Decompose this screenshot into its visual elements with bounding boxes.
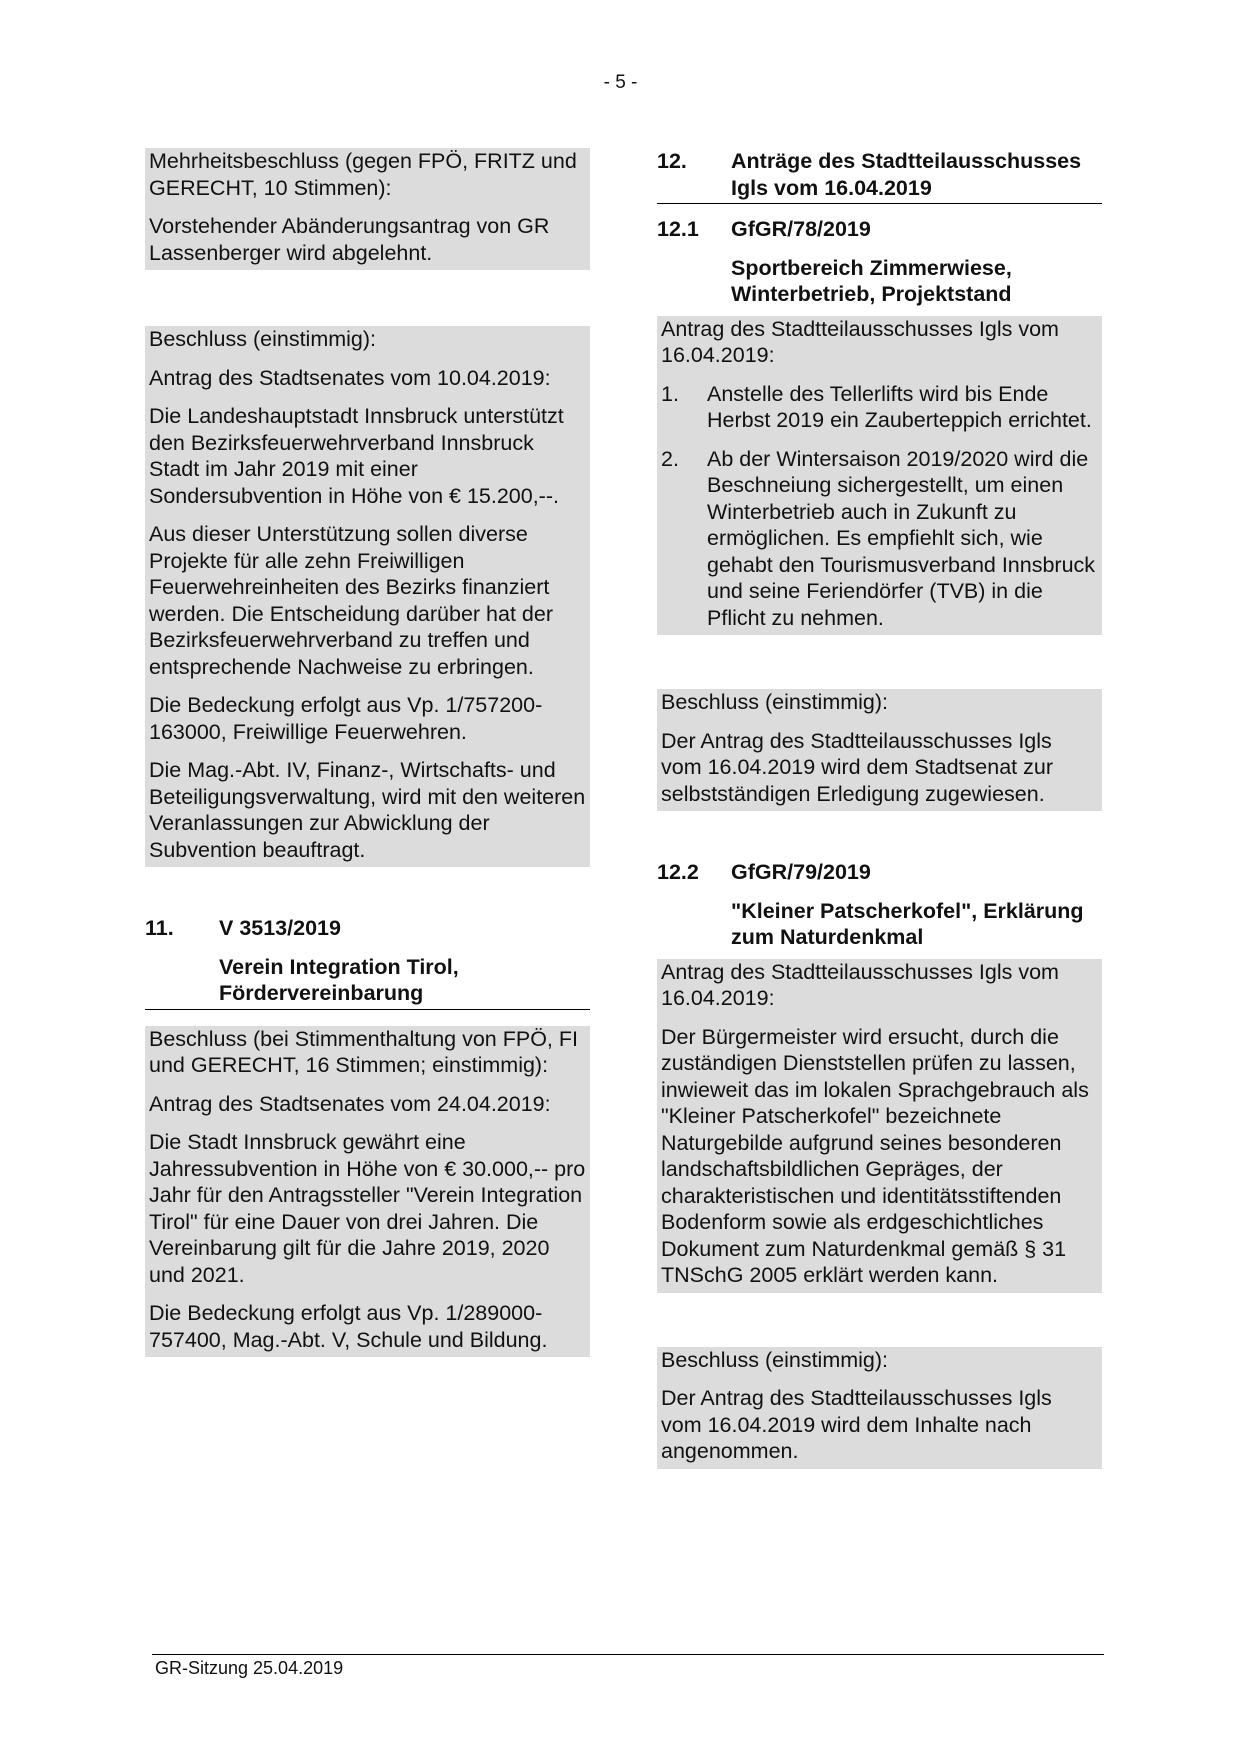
section-title: Sportbereich Zimmerwiese, Winterbetrieb, Projektstand <box>731 255 1012 306</box>
resolution-heading: Mehrheitsbeschluss (gegen FPÖ, FRITZ und GERECHT, 10 Stimmen): <box>149 149 577 200</box>
resolution-heading: Beschluss (einstimmig): <box>661 1347 888 1372</box>
motion-source: Antrag des Stadtteilausschusses Igls vom 16.04.2019: <box>661 316 1059 367</box>
right-column <box>657 148 1102 1469</box>
section-title: Anträge des Stadtteilausschusses Igls vom 16.04.2019 <box>731 149 1082 200</box>
left-column <box>145 148 590 1357</box>
footer-rule <box>152 1654 1104 1655</box>
resolution-text: Der Antrag des Stadtteilausschusses Igls vom 16.04.2019 wird dem Inhalte nach angenommen. <box>661 1386 1052 1463</box>
paragraph: Die Stadt Innsbruck gewährt eine Jahressubvention in Höhe von € 30.000,-- pro Jahr für den Antragssteller "Verein Integration Tirol" für eine Dauer von drei Jahren. Die Vereinbarung gilt für die Jahre 2019, 2020 und 2021. <box>149 1130 586 1287</box>
list-number: 1. <box>661 381 679 406</box>
resolution-heading: Beschluss (bei Stimmenthaltung von FPÖ, FI und GERECHT, 16 Stimmen; einstimmig): <box>149 1026 578 1077</box>
list-text: Ab der Wintersaison 2019/2020 wird die Beschneiung sichergestellt, um einen Winterbetrieb auch in Zukunft zu ermöglichen. Es empfiehlt sich, wie gehabt den Tourismusverband Innsbruck und seine Feriendörfer (TVB) in die Pflicht zu nehmen. <box>707 446 1096 630</box>
paragraph: Die Bedeckung erfolgt aus Vp. 1/289000-757400, Mag.-Abt. V, Schule und Bildung. <box>149 1301 548 1352</box>
page-number: - 5 - <box>603 72 638 93</box>
paragraph: Aus dieser Unterstützung sollen diverse Projekte für alle zehn Freiwilligen Feuerwehreinheiten des Bezirks finanziert werden. Die Entscheidung darüber hat der Bezirksfeuerwehrverband zu treffen und entsprechende Nachweise zu erbringen. <box>149 522 553 679</box>
section-number: 12.1 <box>657 217 699 241</box>
section-title: Verein Integration Tirol, Fördervereinbarung <box>219 954 459 1005</box>
resolution-block-3 <box>145 1026 590 1358</box>
section-number: 12. <box>657 149 687 173</box>
section-ref: GfGR/78/2019 <box>731 217 871 241</box>
section-12-1-heading <box>657 216 1102 308</box>
list-number: 2. <box>661 446 679 471</box>
resolution-heading: Beschluss (einstimmig): <box>149 327 376 351</box>
list-item <box>661 381 1098 434</box>
resolution-block-2 <box>145 326 590 867</box>
motion-source: Antrag des Stadtsenates vom 10.04.2019: <box>149 365 551 390</box>
section-11-heading <box>145 915 590 1010</box>
list-text: Anstelle des Tellerlifts wird bis Ende Herbst 2019 ein Zauberteppich errichtet. <box>707 381 1092 432</box>
paragraph: Die Bedeckung erfolgt aus Vp. 1/757200-163000, Freiwillige Feuerwehren. <box>149 693 543 744</box>
section-number: 11. <box>145 916 174 940</box>
resolution-block-5 <box>657 689 1102 811</box>
paragraph: Die Landeshauptstadt Innsbruck unterstützt den Bezirksfeuerwehrverband Innsbruck Stadt im Jahr 2019 mit einer Sondersubvention in Höhe von € 15.200,--. <box>149 404 564 508</box>
resolution-heading: Beschluss (einstimmig): <box>661 690 888 714</box>
section-number: 12.2 <box>657 860 699 884</box>
section-ref: GfGR/79/2019 <box>731 860 871 884</box>
footer-text: GR-Sitzung 25.04.2019 <box>155 1658 344 1678</box>
section-12-2-heading <box>657 859 1102 951</box>
section-12-heading <box>657 148 1102 204</box>
paragraph: Die Mag.-Abt. IV, Finanz-, Wirtschafts- und Beteiligungsverwaltung, wird mit den weiteren Veranlassungen zur Abwicklung der Subvention beauftragt. <box>149 758 586 862</box>
resolution-text: Der Antrag des Stadtteilausschusses Igls vom 16.04.2019 wird dem Stadtsenat zur selbstständigen Erledigung zugewiesen. <box>661 728 1053 806</box>
resolution-block-1 <box>145 148 590 270</box>
resolution-text: Vorstehender Abänderungsantrag von GR Lassenberger wird abgelehnt. <box>149 214 550 265</box>
motion-source: Antrag des Stadtteilausschusses Igls vom 16.04.2019: <box>661 959 1059 1010</box>
resolution-block-7 <box>657 1347 1102 1469</box>
list-item <box>661 446 1098 632</box>
section-title: "Kleiner Patscherkofel", Erklärung zum Naturdenkmal <box>731 898 1084 949</box>
section-ref: V 3513/2019 <box>219 916 341 940</box>
motion-block-6 <box>657 959 1102 1293</box>
motion-block-4 <box>657 316 1102 636</box>
motion-source: Antrag des Stadtsenates vom 24.04.2019: <box>149 1091 551 1116</box>
motion-text: Der Bürgermeister wird ersucht, durch die zuständigen Dienststellen prüfen zu lassen, inwieweit das im lokalen Sprachgebrauch als "Kleiner Patscherkofel" bezeichnete Naturgebilde aufgrund seines besonderen landschaftsbildlichen Gepräges, der charakteristischen und identitätsstiftenden Bodenform sowie als erdgeschichtliches Dokument zum Naturdenkmal gemäß § 31 TNSchG 2005 erklärt werden kann. <box>661 1024 1089 1287</box>
